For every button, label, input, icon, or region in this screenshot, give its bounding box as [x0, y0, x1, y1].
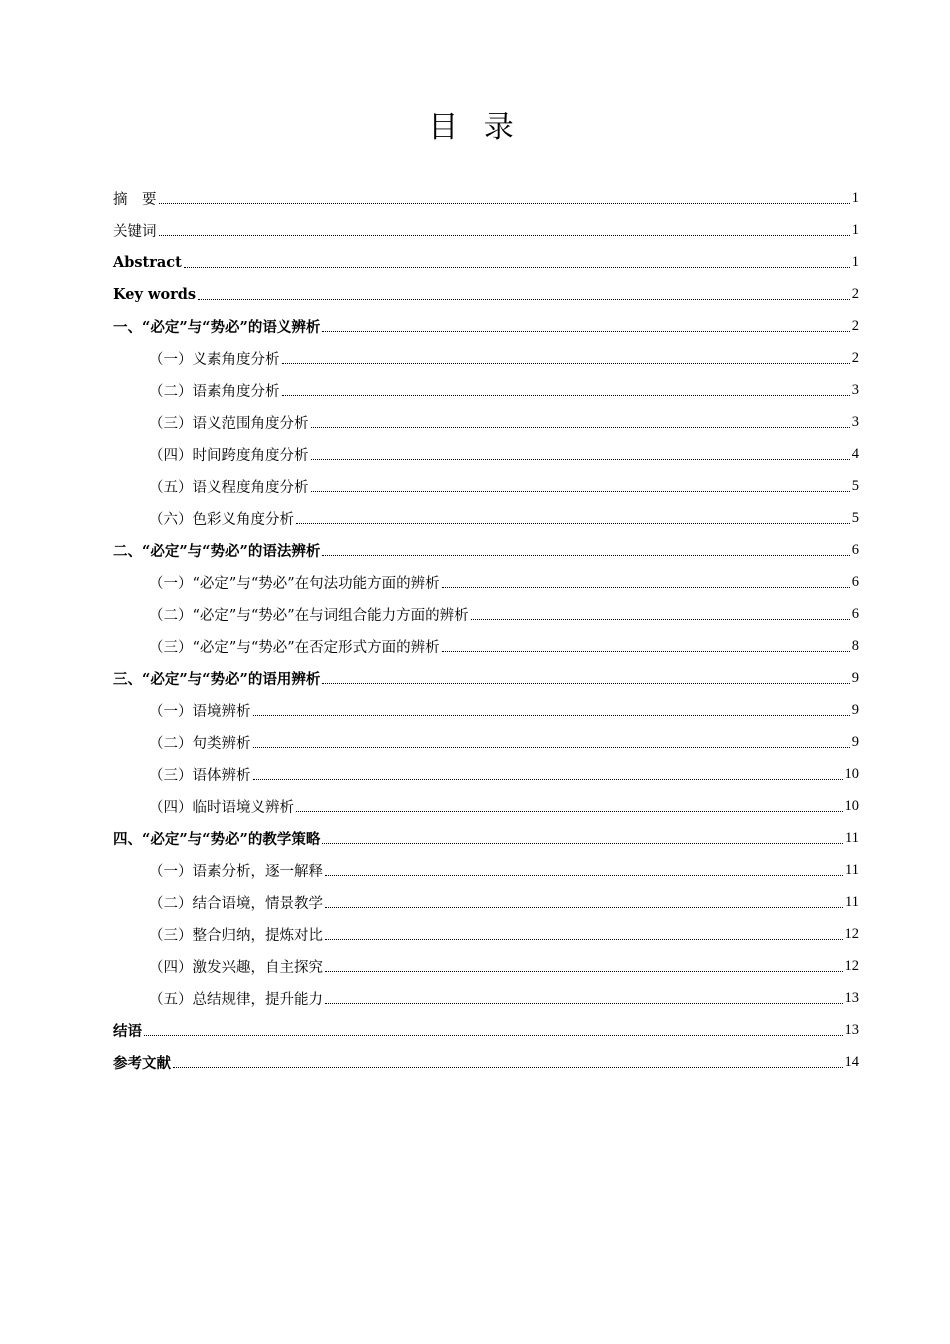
dot-leader: [184, 266, 850, 268]
dot-leader: [442, 586, 850, 588]
toc-entry-label: （五）语义程度角度分析: [149, 479, 309, 496]
toc-subsection-entry[interactable]: [113, 342, 859, 374]
toc-subsection-entry[interactable]: [113, 918, 859, 950]
toc-entry-label: （二）结合语境，情景教学: [149, 895, 323, 912]
toc-entry-label: （一）语境辨析: [149, 703, 251, 720]
dot-leader: [296, 522, 850, 524]
toc-page-number: 2: [851, 349, 859, 366]
toc-page-number: 3: [851, 413, 859, 430]
dot-leader: [159, 234, 850, 236]
toc-subsection-entry[interactable]: [113, 790, 859, 822]
toc-page-number: 2: [851, 285, 859, 302]
dot-leader: [325, 970, 843, 972]
toc-entry-label: （四）激发兴趣，自主探究: [149, 959, 323, 976]
dot-leader: [253, 714, 850, 716]
toc-page-number: 8: [851, 637, 859, 654]
toc-subsection-entry[interactable]: [113, 726, 859, 758]
toc-page-number: 12: [844, 957, 859, 974]
toc-page-number: 12: [844, 925, 859, 942]
dot-leader: [322, 554, 849, 556]
toc-page-number: 4: [851, 445, 859, 462]
toc-subsection-entry[interactable]: [113, 854, 859, 886]
toc-page-number: 10: [844, 797, 859, 814]
dot-leader: [325, 938, 843, 940]
dot-leader: [311, 426, 850, 428]
toc-page-number: 6: [851, 573, 859, 590]
dot-leader: [198, 298, 850, 300]
dot-leader: [442, 650, 850, 652]
toc-entry-label: （三）“必定”与“势必”在否定形式方面的辨析: [149, 639, 440, 656]
dot-leader: [325, 906, 843, 908]
toc-page-number: 11: [845, 861, 859, 878]
dot-leader: [159, 202, 850, 204]
dot-leader: [322, 330, 849, 332]
toc-page-number: 14: [844, 1053, 859, 1070]
toc-page-number: 10: [844, 765, 859, 782]
dot-leader: [471, 618, 850, 620]
toc-section-entry[interactable]: [113, 278, 859, 310]
toc-section-entry[interactable]: [113, 822, 859, 854]
toc-entry-label: （四）临时语境义辨析: [149, 799, 294, 816]
toc-section-entry[interactable]: [113, 310, 859, 342]
toc-page-number: 13: [844, 1021, 859, 1038]
toc-section-entry[interactable]: [113, 1014, 859, 1046]
toc-subsection-entry[interactable]: [113, 406, 859, 438]
toc-subsection-entry[interactable]: [113, 630, 859, 662]
toc-entry-label: Abstract: [113, 253, 182, 271]
toc-entry-label: 一、“必定”与“势必”的语义辨析: [113, 318, 321, 336]
toc-page-number: 1: [851, 253, 859, 270]
toc-entry-label: 结语: [113, 1022, 142, 1040]
dot-leader: [253, 746, 850, 748]
dot-leader: [311, 490, 850, 492]
dot-leader: [173, 1066, 843, 1068]
toc-page-number: 5: [851, 477, 859, 494]
toc-entry-label: （六）色彩义角度分析: [149, 511, 294, 528]
dot-leader: [325, 874, 843, 876]
toc-subsection-entry[interactable]: [113, 694, 859, 726]
toc-page-number: 13: [844, 989, 859, 1006]
toc-entry-label: （二）句类辨析: [149, 735, 251, 752]
toc-entry-label: （五）总结规律，提升能力: [149, 991, 323, 1008]
toc-entry-label: （一）义素角度分析: [149, 351, 280, 368]
toc-page-number: 9: [851, 669, 859, 686]
toc-page-number: 3: [851, 381, 859, 398]
toc-entry-label: 二、“必定”与“势必”的语法辨析: [113, 542, 321, 560]
toc-section-entry[interactable]: [113, 662, 859, 694]
toc-entry-label: （二）语素角度分析: [149, 383, 280, 400]
toc-entry-label: 关键词: [113, 223, 157, 240]
toc-section-entry[interactable]: [113, 214, 859, 246]
toc-entry-label: （二）“必定”与“势必”在与词组合能力方面的辨析: [149, 607, 469, 624]
toc-entry-label: 三、“必定”与“势必”的语用辨析: [113, 670, 321, 688]
toc-page-number: 11: [845, 829, 859, 846]
toc-entry-label: 四、“必定”与“势必”的教学策略: [113, 830, 321, 848]
toc-entry-label: （一）“必定”与“势必”在句法功能方面的辨析: [149, 575, 440, 592]
dot-leader: [253, 778, 843, 780]
toc-page-number: 6: [851, 541, 859, 558]
toc-page-number: 6: [851, 605, 859, 622]
toc-entry-label: （四）时间跨度角度分析: [149, 447, 309, 464]
toc-subsection-entry[interactable]: [113, 982, 859, 1014]
toc-page-number: 11: [845, 893, 859, 910]
toc-subsection-entry[interactable]: [113, 502, 859, 534]
toc-subsection-entry[interactable]: [113, 438, 859, 470]
toc-entry-label: （三）整合归纳，提炼对比: [149, 927, 323, 944]
toc-section-entry[interactable]: [113, 534, 859, 566]
toc-subsection-entry[interactable]: [113, 758, 859, 790]
toc-subsection-entry[interactable]: [113, 950, 859, 982]
toc-page-number: 5: [851, 509, 859, 526]
dot-leader: [322, 682, 849, 684]
toc-section-entry[interactable]: [113, 246, 859, 278]
toc-entry-label: （三）语义范围角度分析: [149, 415, 309, 432]
page-title: 目 录: [428, 110, 522, 145]
dot-leader: [144, 1034, 843, 1036]
toc-page-number: 9: [851, 733, 859, 750]
toc-page-number: 1: [851, 189, 859, 206]
dot-leader: [282, 362, 850, 364]
toc-section-entry[interactable]: [113, 1046, 859, 1078]
toc-subsection-entry[interactable]: [113, 374, 859, 406]
toc-subsection-entry[interactable]: [113, 598, 859, 630]
toc-section-entry[interactable]: [113, 182, 859, 214]
toc-subsection-entry[interactable]: [113, 470, 859, 502]
dot-leader: [282, 394, 850, 396]
toc-subsection-entry[interactable]: [113, 566, 859, 598]
toc-entry-label: （三）语体辨析: [149, 767, 251, 784]
toc-page-number: 9: [851, 701, 859, 718]
toc-page-number: 1: [851, 221, 859, 238]
dot-leader: [325, 1002, 843, 1004]
toc-subsection-entry[interactable]: [113, 886, 859, 918]
dot-leader: [296, 810, 843, 812]
toc-page-number: 2: [851, 317, 859, 334]
table-of-contents: [113, 182, 859, 1078]
toc-entry-label: （一）语素分析，逐一解释: [149, 863, 323, 880]
toc-entry-label: 摘 要: [113, 191, 157, 208]
toc-entry-label: 参考文献: [113, 1054, 171, 1072]
dot-leader: [322, 842, 843, 844]
toc-entry-label: Key words: [113, 285, 197, 303]
dot-leader: [311, 458, 850, 460]
